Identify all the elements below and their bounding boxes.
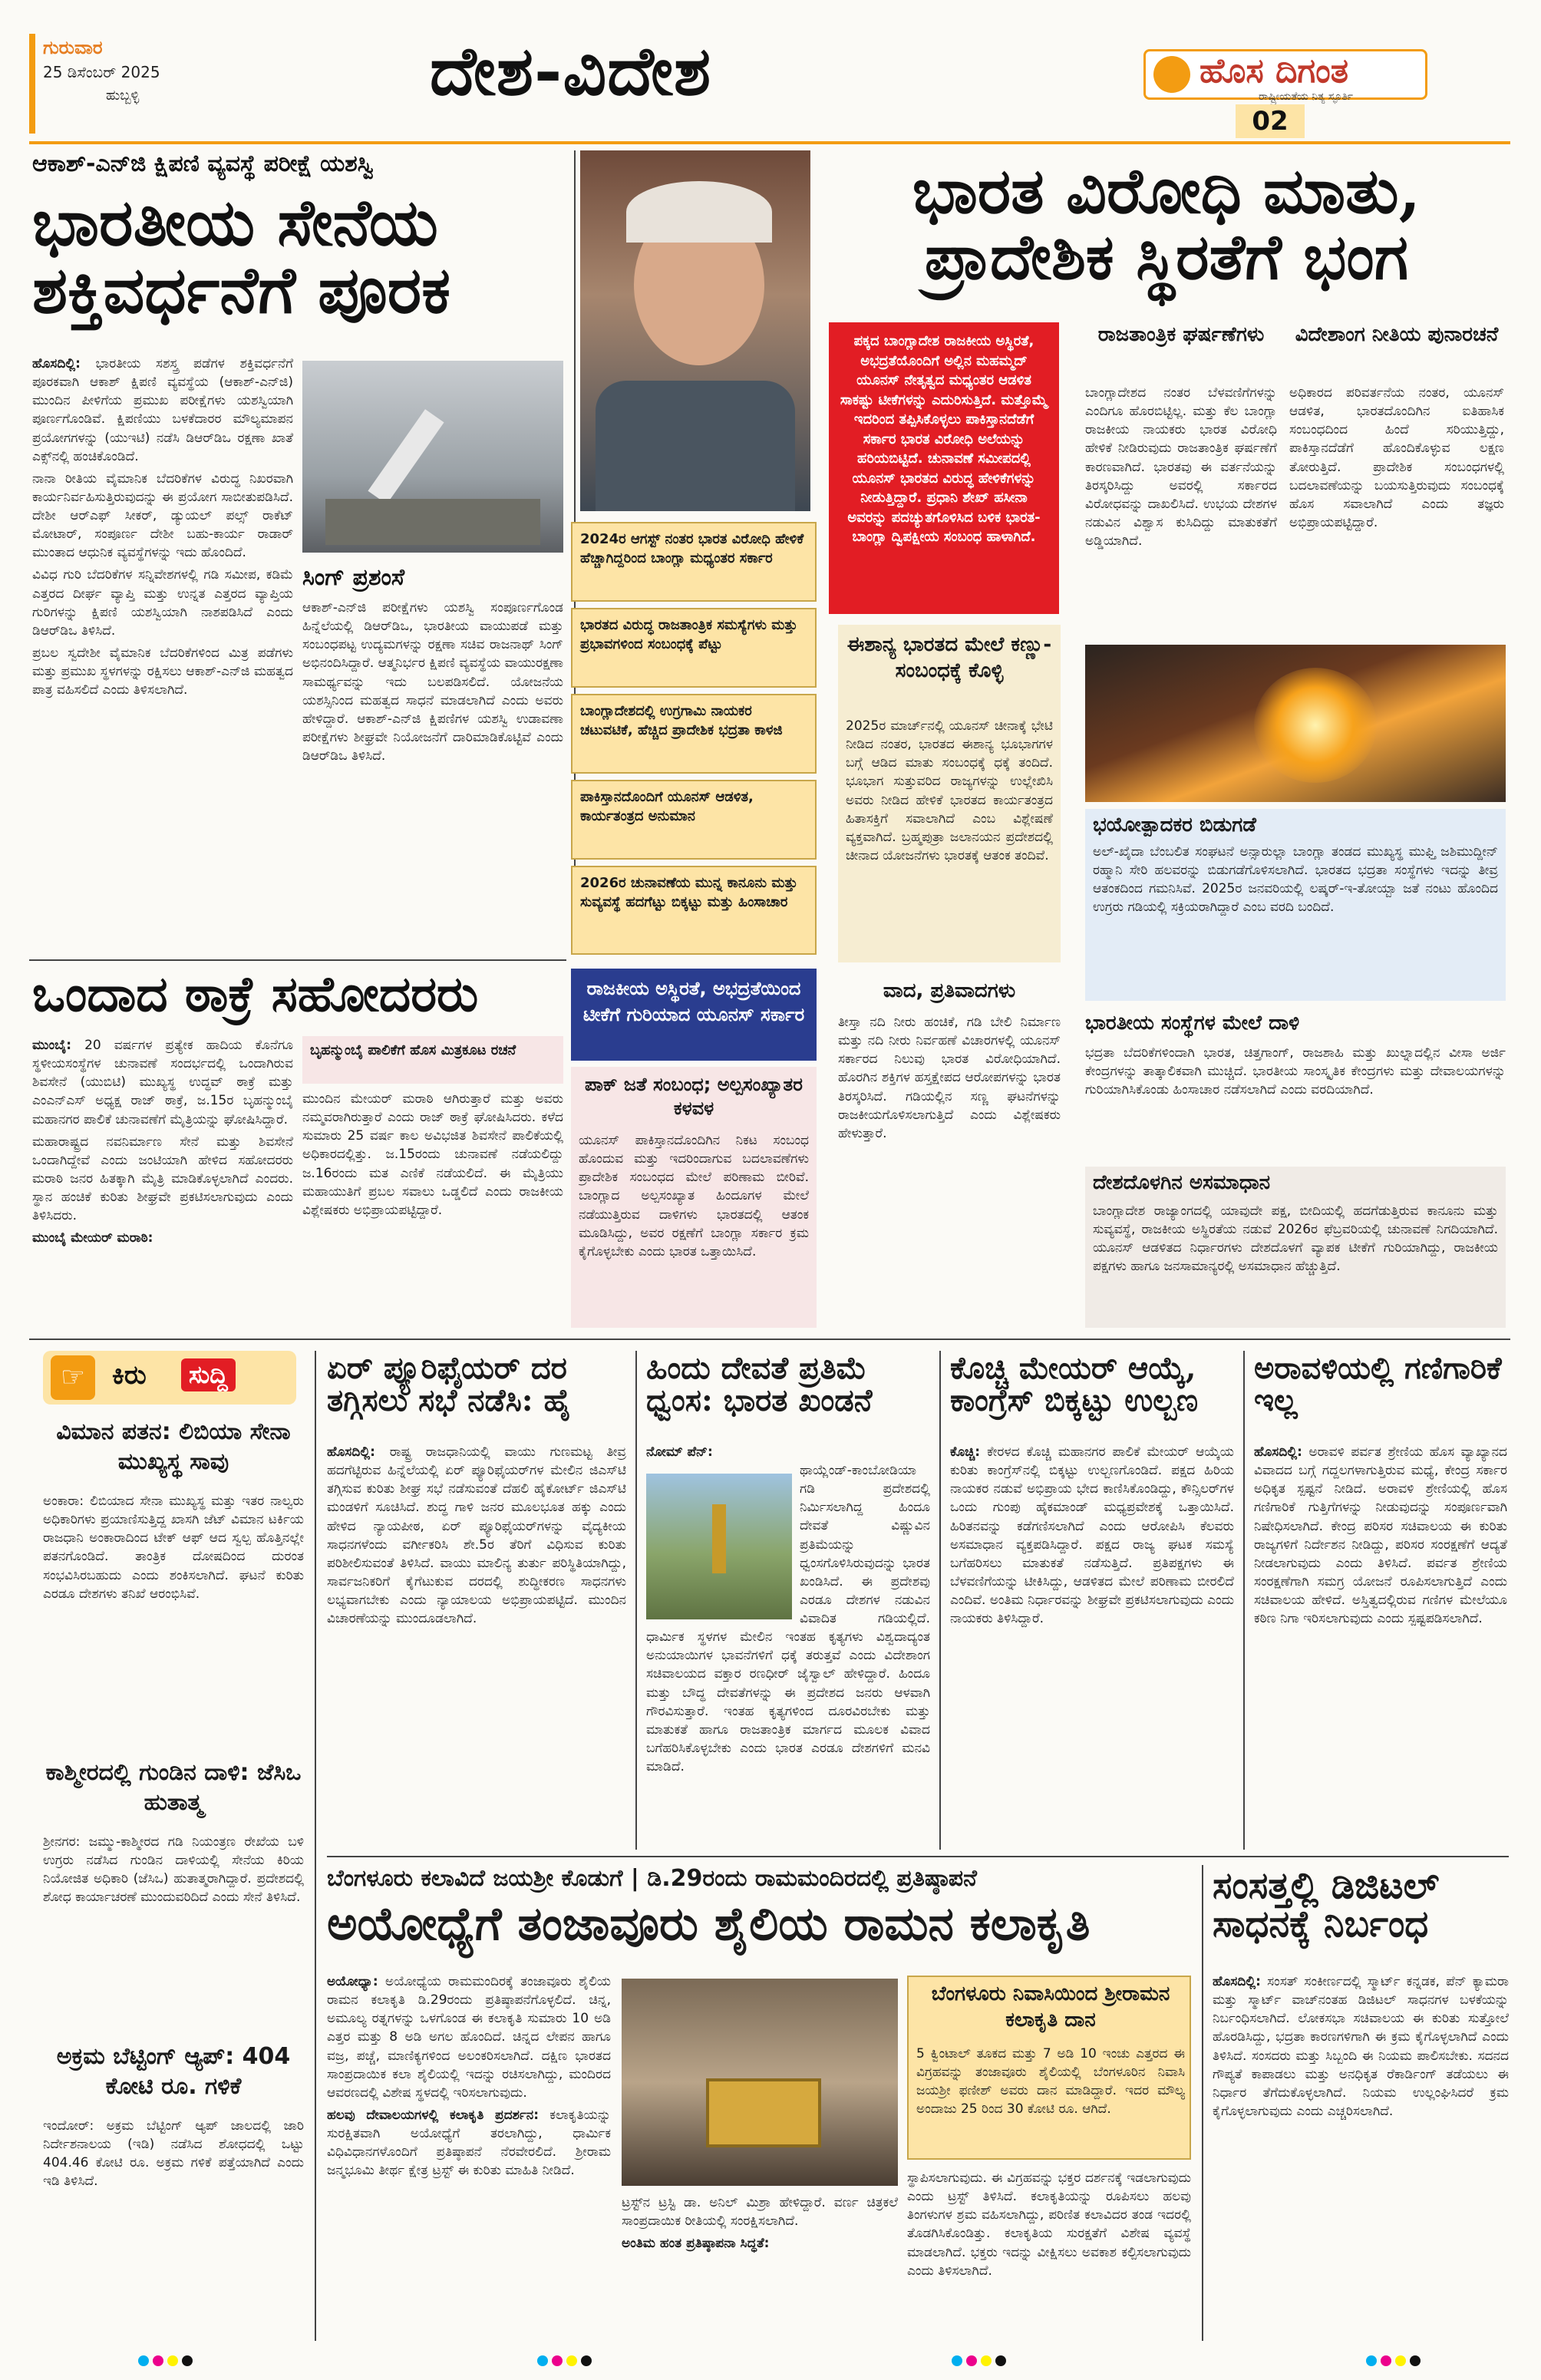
kashmir-title: ಕಾಶ್ಮೀರದಲ್ಲಿ ಗುಂಡಿನ ದಾಳಿ: ಜೆಸಿಒ ಹುತಾತ್ಮ (45, 1759, 302, 1816)
hindu-dateline-line: ನೋಮ್ ಪೆನ್: (646, 1444, 713, 1460)
hindu-headline: ಹಿಂದು ದೇವತೆ ಪ್ರತಿಮೆ ಧ್ವಂಸ: ಭಾರತ ಖಂಡನೆ (646, 1350, 873, 1418)
page-number: 02 (1236, 104, 1305, 138)
debate-body: ತೀಸ್ತಾ ನದಿ ನೀರು ಹಂಚಿಕೆ, ಗಡಿ ಬೇಲಿ ನಿರ್ಮಾಣ ಮತ್ತು ನದಿ ನೀರು ನಿರ್ವಹಣೆ ವಿಚಾರಗಳಲ್ಲಿ ಯೂನಸ್ ಸರ್ಕಾರದ ನಿಲುವು ಭಾರತ ವಿರೋಧಿಯಾಗಿದೆ. ಹೊರಗಿನ ಶಕ್ತಿಗಳ ಹಸ್ತಕ್ಷೇಪದ ಆರೋಪಗಳನ್ನು ಭಾರತ ತಿರಸ್ಕರಿಸಿದೆ. ಗಡಿಯಲ್ಲಿನ ಸಣ್ಣ ಘಟನೆಗಳನ್ನು ರಾಜಕೀಯಗೊಳಿಸಲಾಗುತ್ತಿದೆ ಎಂದು ವಿಶ್ಲೇಷಕರು ಹೇಳುತ್ತಾರೆ. (838, 1015, 1061, 1141)
digital-headline: ಸಂಸತ್ತಲ್ಲಿ ಡಿಜಿಟಲ್ ಸಾಧನಕ್ಕೆ ನಿರ್ಬಂಧ (1213, 1864, 1440, 1946)
bullet-item: ಪಾಕಿಸ್ತಾನದೊಂದಿಗೆ ಯೂನಸ್ ಆಡಳಿತ, ಕಾರ್ಯತಂತ್ರದ ಅನುಮಾನ (571, 780, 817, 860)
brothers-subtitle: ಬೃಹನ್ಮುಂಬೈ ಪಾಲಿಕೆಗೆ ಹೊಸ ಮಿತ್ರಕೂಟ ರಚನೆ (302, 1036, 563, 1084)
bangladesh-red-box: ಪಕ್ಕದ ಬಾಂಗ್ಲಾದೇಶ ರಾಜಕೀಯ ಅಸ್ಥಿರತೆ, ಅಭದ್ರತೆಯೊಂದಿಗೆ ಅಲ್ಲಿನ ಮಹಮ್ಮದ್ ಯೂನಸ್ ನೇತೃತ್ವದ ಮಧ್ಯಂತರ ಆಡಳಿತ ಸಾಕಷ್ಟು ಟೀಕೆಗಳನ್ನು ಎದುರಿಸುತ್ತಿದೆ. ಮತ್ತೊಮ್ಮೆ ಇದರಿಂದ ತಪ್ಪಿಸಿಕೊಳ್ಳಲು ಪಾಕಿಸ್ತಾನದೆಡೆಗೆ ಸರ್ಕಾರ ಭಾರತ ವಿರೋಧಿ ಅಲೆಯನ್ನು ಹರಿಯಬಿಟ್ಟಿದೆ. ಚುನಾವಣೆ ಸಮೀಪದಲ್ಲಿ ಯೂನಸ್ ಭಾರತದ ವಿರುದ್ಧ ಹೇಳಿಕೆಗಳನ್ನು ನೀಡುತ್ತಿದ್ದಾರೆ. ಪ್ರಧಾನಿ ಶೇಖ್ ಹಸೀನಾ ಅವರನ್ನು ಪದಚ್ಯುತಗೊಳಿಸಿದ ಬಳಿಕ ಭಾರತ-ಬಾಂಗ್ಲಾ ದ್ವಿಪಕ್ಷೀಯ ಸಂಬಂಧ ಹಾಳಾಗಿದೆ. (829, 322, 1059, 614)
pak-body: ಯೂನಸ್ ಪಾಕಿಸ್ತಾನದೊಂದಿಗಿನ ನಿಕಟ ಸಂಬಂಧ ಹೊಂದುವ ಮತ್ತು ಇದರಿಂದಾಗುವ ಬದಲಾವಣೆಗಳು ಪ್ರಾದೇಶಿಕ ಸಂಬಂಧದ ಮೇಲೆ ಪರಿಣಾಮ ಬೀರಿವೆ. ಬಾಂಗ್ಲಾದ ಅಲ್ಪಸಂಖ್ಯಾತ ಹಿಂದೂಗಳ ಮೇಲೆ ನಡೆಯುತ್ತಿರುವ ದಾಳಿಗಳು ಭಾರತದಲ್ಲಿ ಆತಂಕ ಮೂಡಿಸಿದ್ದು, ಅವರ ರಕ್ಷಣೆಗೆ ಬಾಂಗ್ಲಾ ಸರ್ಕಾರ ಕ್ರಮ ಕೈಗೊಳ್ಳಬೇಕು ಎಂದು ಭಾರತ ಒತ್ತಾಯಿಸಿದೆ. (579, 1133, 809, 1259)
missile-photo (302, 361, 563, 553)
akash-headline: ಭಾರತೀಯ ಸೇನೆಯ ಶಕ್ತಿವರ್ಧನೆಗೆ ಪೂರಕ (32, 184, 451, 328)
diplo-title: ರಾಜತಾಂತ್ರಿಕ ಘರ್ಷಣೆಗಳು (1097, 323, 1265, 346)
home-body: ಬಾಂಗ್ಲಾದೇಶ ರಾಜ್ಯಾಂಗದಲ್ಲಿ ಯಾವುದೇ ಪಕ್ಷ, ಬೀದಿಯಲ್ಲಿ ಹದಗೆಡುತ್ತಿರುವ ಕಾನೂನು ಮತ್ತು ಸುವ್ಯವಸ್ಥೆ, ರಾಜಕೀಯ ಅಸ್ಥಿರತೆಯ ನಡುವೆ 2026ರ ಫೆಬ್ರವರಿಯಲ್ಲಿ ಚುನಾವಣೆ ನಿಗದಿಯಾಗಿದೆ. ಯೂನಸ್ ಆಡಳಿತದ ನಿರ್ಧಾರಗಳು ದೇಶದೊಳಗೆ ವ್ಯಾಪಕ ಟೀಕೆಗೆ ಗುರಿಯಾಗಿದ್ದು, ರಾಜಕೀಯ ಪಕ್ಷಗಳು ಹಾಗೂ ಜನಸಾಮಾನ್ಯರಲ್ಲಿ ಅಸಮಾಧಾನ ಹೆಚ್ಚುತ್ತಿದೆ. (1093, 1203, 1498, 1275)
registration-marks (138, 2355, 196, 2369)
libya-body: ಅಂಕಾರಾ: ಲಿಬಿಯಾದ ಸೇನಾ ಮುಖ್ಯಸ್ಥ ಮತ್ತು ಇತರ ನಾಲ್ವರು ಅಧಿಕಾರಿಗಳು ಪ್ರಯಾಣಿಸುತ್ತಿದ್ದ ಖಾಸಗಿ ಜೆಟ್ ವಿಮಾನ ಟರ್ಕಿಯ ರಾಜಧಾನಿ ಅಂಕಾರಾದಿಂದ ಟೇಕ್ ಆಫ್ ಆದ ಸ್ವಲ್ಪ ಹೊತ್ತಿನಲ್ಲೇ ಪತನಗೊಂಡಿದೆ. ತಾಂತ್ರಿಕ ದೋಷದಿಂದ ದುರಂತ ಸಂಭವಿಸಿರಬಹುದು ಎಂದು ಶಂಕಿಸಲಾಗಿದೆ. ಘಟನೆ ಕುರಿತು ಎರಡೂ ದೇಶಗಳು ತನಿಖೆ ಆರಂಭಿಸಿವೆ. (43, 1494, 304, 1602)
digital-body: ಹೊಸದಿಲ್ಲಿ: ಸಂಸತ್ ಸಂಕೀರ್ಣದಲ್ಲಿ ಸ್ಮಾರ್ಟ್ ಕನ್ನಡಕ, ಪೆನ್ ಕ್ಯಾಮರಾ ಮತ್ತು ಸ್ಮಾರ್ಟ್ ವಾಚ್‌ನಂತಹ ಡಿಜಿಟಲ್ ಸಾಧನಗಳ ಬಳಕೆಯನ್ನು ನಿರ್ಬಂಧಿಸಲಾಗಿದೆ. ಲೋಕಸಭಾ ಸಚಿವಾಲಯ ಈ ಕುರಿತು ಸುತ್ತೋಲೆ ಹೊರಡಿಸಿದ್ದು, ಭದ್ರತಾ ಕಾರಣಗಳಿಗಾಗಿ ಈ ಕ್ರಮ ಕೈಗೊಳ್ಳಲಾಗಿದೆ ಎಂದು ತಿಳಿಸಿದೆ. ಸಂಸದರು ಮತ್ತು ಸಿಬ್ಬಂದಿ ಈ ನಿಯಮ ಪಾಲಿಸಬೇಕು. ಸದನದ ಗೌಪ್ಯತೆ ಕಾಪಾಡಲು ಮತ್ತು ಅನಧಿಕೃತ ರೆಕಾರ್ಡಿಂಗ್ ತಡೆಯಲು ಈ ನಿರ್ಧಾರ ತೆಗೆದುಕೊಳ್ಳಲಾಗಿದೆ. ನಿಯಮ ಉಲ್ಲಂಘಿಸಿದರೆ ಕ್ರಮ ಕೈಗೊಳ್ಳಲಾಗುವುದು ಎಂದು ಎಚ್ಚರಿಸಲಾಗಿದೆ. (1213, 1974, 1509, 2119)
ayodhya-box-title: ಬೆಂಗಳೂರು ನಿವಾಸಿಯಿಂದ ಶ್ರೀರಾಮನ ಕಲಾಕೃತಿ ದಾನ (931, 1982, 1170, 2032)
ayodhya-box (907, 1976, 1191, 2160)
ne-title: ಈಶಾನ್ಯ ಭಾರತದ ಮೇಲೆ ಕಣ್ಣು-ಸಂಬಂಧಕ್ಕೆ ಕೊಳ್ಳಿ (846, 633, 1052, 682)
akash-praise-title: ಸಿಂಗ್ ಪ್ರಶಂಸೆ (302, 564, 405, 591)
bullet-item: ಬಾಂಗ್ಲಾದೇಶದಲ್ಲಿ ಉಗ್ರಗಾಮಿ ನಾಯಕರ ಚಟುವಟಿಕೆ, ಹೆಚ್ಚಿದ ಪ್ರಾದೇಶಿಕ ಭದ್ರತಾ ಕಾಳಜಿ (571, 694, 817, 774)
yunus-photo (580, 150, 810, 511)
debate-title: ವಾದ, ಪ್ರತಿವಾದಗಳು (883, 979, 1016, 1002)
ayodhya-kicker: ಬೆಂಗಳೂರು ಕಲಾವಿದೆ ಜಯಶ್ರೀ ಕೊಡುಗೆ | ಡಿ.29ರಂದು ರಾಮಮಂದಿರದಲ್ಲಿ ಪ್ರತಿಷ್ಠಾಪನೆ (327, 1865, 977, 1892)
kashmir-body: ಶ್ರೀನಗರ: ಜಮ್ಮು-ಕಾಶ್ಮೀರದ ಗಡಿ ನಿಯಂತ್ರಣ ರೇಖೆಯ ಬಳಿ ಉಗ್ರರು ನಡೆಸಿದ ಗುಂಡಿನ ದಾಳಿಯಲ್ಲಿ ಸೇನೆಯ ಕಿರಿಯ ನಿಯೋಜಿತ ಅಧಿಕಾರಿ (ಜೆಸಿಒ) ಹುತಾತ್ಮರಾಗಿದ್ದಾರೆ. ಪ್ರದೇಶದಲ್ಲಿ ಶೋಧ ಕಾರ್ಯಾಚರಣೆ ಮುಂದುವರಿದಿದೆ ಎಂದು ಸೇನೆ ತಿಳಿಸಿದೆ. (43, 1834, 304, 1906)
ne-body: 2025ರ ಮಾರ್ಚ್‌ನಲ್ಲಿ ಯೂನಸ್ ಚೀನಾಕ್ಕೆ ಭೇಟಿ ನೀಡಿದ ನಂತರ, ಭಾರತದ ಈಶಾನ್ಯ ಭೂಭಾಗಗಳ ಬಗ್ಗೆ ಆಡಿದ ಮಾತು ಸಂಬಂಧಕ್ಕೆ ಧಕ್ಕೆ ತಂದಿದೆ. ಭೂಭಾಗ ಸುತ್ತುವರಿದ ರಾಜ್ಯಗಳನ್ನು ಉಲ್ಲೇಖಿಸಿ ಅವರು ನೀಡಿದ ಹೇಳಿಕೆ ಭಾರತದ ಕಾರ್ಯತಂತ್ರದ ಹಿತಾಸಕ್ತಿಗೆ ಸವಾಲಾಗಿದೆ ಎಂಬ ವಿಶ್ಲೇಷಣೆ ವ್ಯಕ್ತವಾಗಿದೆ. ಬ್ರಹ್ಮಪುತ್ರಾ ಜಲಾನಯನ ಪ್ರದೇಶದಲ್ಲಿ ಚೀನಾದ ಯೋಜನೆಗಳು ಭಾರತಕ್ಕೆ ಆತಂಕ ತಂದಿವೆ. (846, 718, 1053, 863)
home-box (1085, 1167, 1506, 1328)
akash-body: ಹೊಸದಿಲ್ಲಿ: ಭಾರತೀಯ ಸಶಸ್ತ್ರ ಪಡೆಗಳ ಶಕ್ತಿವರ್ಧನೆಗೆ ಪೂರಕವಾಗಿ ಆಕಾಶ್ ಕ್ಷಿಪಣಿ ವ್ಯವಸ್ಥೆಯ (ಆಕಾಶ್-ಎನ್‌ಜಿ) ಮುಂದಿನ ಪೀಳಿಗೆಯ ಪ್ರಮುಖ ಪರೀಕ್ಷೆಗಳು ಯಶಸ್ವಿಯಾಗಿ ಪೂರ್ಣಗೊಂಡಿವೆ. ಕ್ಷಿಪಣಿಯು ಬಳಕೆದಾರರ ಮೌಲ್ಯಮಾಪನ ಪ್ರಯೋಗಗಳನ್ನು (ಯುಇಟಿ) ನಡೆಸಿ ಡಿಆರ್‌ಡಿಒ ರಕ್ಷಣಾ ಖಾತೆ ಎಕ್ಸ್‌ನಲ್ಲಿ ಹಂಚಿಕೊಂಡಿದೆ. ನಾನಾ ರೀತಿಯ ವೈಮಾನಿಕ ಬೆದರಿಕೆಗಳ ವಿರುದ್ಧ ನಿಖರವಾಗಿ ಕಾರ್ಯನಿರ್ವಹಿಸುತ್ತಿರುವುದನ್ನು ಈ ಪ್ರಯೋಗ ಸಾಬೀತುಪಡಿಸಿದೆ. ದೇಶೀ ಆರ್‌ಎಫ್ ಸೀಕರ್, ಡ್ಯುಯಲ್ ಪಲ್ಸ್ ರಾಕೆಟ್ ಮೋಟಾರ್, ಸಂಪೂರ್ಣ ದೇಶೀ ಬಹು-ಕಾರ್ಯ ರಾಡಾರ್ ಮುಂತಾದ ಆಧುನಿಕ ವ್ಯವಸ್ಥೆಗಳನ್ನು ಇದು ಹೊಂದಿದೆ. ವಿವಿಧ ಗುರಿ ಬೆದರಿಕೆಗಳ ಸನ್ನಿವೇಶಗಳಲ್ಲಿ ಗಡಿ ಸಮೀಪ, ಕಡಿಮೆ ಎತ್ತರದ ದೀರ್ಘ ವ್ಯಾಪ್ತಿ ಮತ್ತು ಉನ್ನತ ಎತ್ತರದ ವ್ಯಾಪ್ತಿಯ ಗುರಿಗಳನ್ನು ಕ್ಷಿಪಣಿ ಯಶಸ್ವಿಯಾಗಿ ನಾಶಪಡಿಸಿದೆ ಎಂದು ಡಿಆರ್‌ಡಿಒ ತಿಳಿಸಿದೆ. ಪ್ರಬಲ ಸ್ವದೇಶೀ ವೈಮಾನಿಕ ಬೆದರಿಕೆಗಳಿಂದ ಮಿತ್ರ ಪಡೆಗಳು ಮತ್ತು ಪ್ರಮುಖ ಸ್ಥಳಗಳನ್ನು ರಕ್ಷಿಸಲು ಆಕಾಶ್-ಎನ್‌ಜಿ ಮಹತ್ವದ ಪಾತ್ರ ವಹಿಸಲಿದೆ ಎಂದು ತಿಳಿಸಲಾಗಿದೆ. (32, 356, 293, 698)
masthead-city: ಹುಬ್ಬಳ್ಳಿ (106, 87, 140, 104)
ayodhya-caption: ಟ್ರಸ್ಟ್‌ನ ಟ್ರಸ್ಟಿ ಡಾ. ಅನಿಲ್ ಮಿಶ್ರಾ ಹೇಳಿದ್ದಾರೆ. ವರ್ಣ ಚಿತ್ರಕಲೆ ಸಾಂಪ್ರದಾಯಿಕ ರೀತಿಯಲ್ಲಿ ಸಂರಕ್ಷಿಸಲಾಗಿದೆ. ಅಂತಿಮ ಹಂತ ಪ್ರತಿಷ್ಠಾಪನಾ ಸಿದ್ಧತೆ: (622, 2195, 898, 2252)
bet-title: ಅಕ್ರಮ ಬೆಟ್ಟಿಂಗ್ ಆ್ಯಪ್: 404 ಕೋಟಿ ರೂ. ಗಳಿಕೆ (56, 2043, 291, 2100)
diplo-body: ಬಾಂಗ್ಲಾದೇಶದ ನಂತರ ಬೆಳವಣಿಗೆಗಳನ್ನು ಎಂದಿಗೂ ಹೊರಬಿಟ್ಟಿಲ್ಲ. ಮತ್ತು ಕೆಲ ಬಾಂಗ್ಲಾ ರಾಜಕೀಯ ನಾಯಕರು ಭಾರತ ವಿರೋಧಿ ಹೇಳಿಕೆ ನೀಡಿರುವುದು ರಾಜತಾಂತ್ರಿಕ ಘರ್ಷಣೆಗೆ ಕಾರಣವಾಗಿದೆ. ಭಾರತವು ಈ ವರ್ತನೆಯನ್ನು ತಿರಸ್ಕರಿಸಿದ್ದು ಅವರಲ್ಲಿ ಸರ್ಕಾರದ ವಿರೋಧವನ್ನು ದಾಖಲಿಸಿದೆ. ಉಭಯ ದೇಶಗಳ ನಡುವಿನ ವಿಶ್ವಾಸ ಕುಸಿದಿದ್ದು ಮಾತುಕತೆಗೆ ಅಡ್ಡಿಯಾಗಿದೆ. (1085, 385, 1277, 549)
violence-photo (1085, 645, 1506, 802)
registration-marks (952, 2355, 1010, 2369)
airpurifier-body: ಹೊಸದಿಲ್ಲಿ: ರಾಷ್ಟ್ರ ರಾಜಧಾನಿಯಲ್ಲಿ ವಾಯು ಗುಣಮಟ್ಟ ತೀವ್ರ ಹದಗೆಟ್ಟಿರುವ ಹಿನ್ನೆಲೆಯಲ್ಲಿ ಏರ್ ಪ್ಯೂರಿಫೈಯರ್‌ಗಳ ಮೇಲಿನ ಜಿಎಸ್‌ಟಿ ತಗ್ಗಿಸುವ ಕುರಿತು ಶೀಘ್ರ ಸಭೆ ನಡೆಸುವಂತೆ ದೆಹಲಿ ಹೈಕೋರ್ಟ್ ಜಿಎಸ್‌ಟಿ ಮಂಡಳಿಗೆ ಸೂಚಿಸಿದೆ. ಶುದ್ಧ ಗಾಳಿ ಜನರ ಮೂಲಭೂತ ಹಕ್ಕು ಎಂದು ಹೇಳಿದ ನ್ಯಾಯಪೀಠ, ಏರ್ ಪ್ಯೂರಿಫೈಯರ್‌ಗಳನ್ನು ವೈದ್ಯಕೀಯ ಸಾಧನಗಳೆಂದು ವರ್ಗೀಕರಿಸಿ ಶೇ.5ರ ತೆರಿಗೆ ವಿಧಿಸುವ ಕುರಿತು ಪರಿಶೀಲಿಸುವಂತೆ ತಿಳಿಸಿದೆ. ವಾಯು ಮಾಲಿನ್ಯ ತುರ್ತು ಪರಿಸ್ಥಿತಿಯಾಗಿದ್ದು, ಸಾರ್ವಜನಿಕರಿಗೆ ಕೈಗೆಟುಕುವ ದರದಲ್ಲಿ ಶುದ್ಧೀಕರಣ ಸಾಧನಗಳು ಲಭ್ಯವಾಗಬೇಕು ಎಂದು ನ್ಯಾಯಾಲಯ ಅಭಿಪ್ರಾಯಪಟ್ಟಿದೆ. ಮುಂದಿನ ವಿಚಾರಣೆಯನ್ನು ಮುಂದೂಡಲಾಗಿದೆ. (327, 1444, 626, 1627)
foreign-title: ವಿದೇಶಾಂಗ ನೀತಿಯ ಪುನಾರಚನೆ (1295, 323, 1499, 346)
ayodhya-right-body: ಸ್ಥಾಪಿಸಲಾಗುವುದು. ಈ ವಿಗ್ರಹವನ್ನು ಭಕ್ತರ ದರ್ಶನಕ್ಕೆ ಇಡಲಾಗುವುದು ಎಂದು ಟ್ರಸ್ಟ್ ತಿಳಿಸಿದೆ. ಕಲಾಕೃತಿಯನ್ನು ರೂಪಿಸಲು ಹಲವು ತಿಂಗಳುಗಳ ಶ್ರಮ ವಹಿಸಲಾಗಿದ್ದು, ಪರಿಣಿತ ಕಲಾವಿದರ ತಂಡ ಇದರಲ್ಲಿ ತೊಡಗಿಸಿಕೊಂಡಿತ್ತು. ಕಲಾಕೃತಿಯ ಸುರಕ್ಷತೆಗೆ ವಿಶೇಷ ವ್ಯವಸ್ಥೆ ಮಾಡಲಾಗಿದೆ. ಭಕ್ತರು ಇದನ್ನು ವೀಕ್ಷಿಸಲು ಅವಕಾಶ ಕಲ್ಪಿಸಲಾಗುವುದು ಎಂದು ತಿಳಿಸಲಾಗಿದೆ. (907, 2170, 1191, 2279)
bangladesh-bullets (571, 522, 817, 959)
ne-box (838, 625, 1061, 962)
brothers-body: ಮುಂಬೈ: 20 ವರ್ಷಗಳ ಪ್ರತ್ಯೇಕ ಹಾದಿಯ ಕೊನೆಗೂ ಸ್ಥಳೀಯಸಂಸ್ಥೆಗಳ ಚುನಾವಣೆ ಸಂದರ್ಭದಲ್ಲಿ ಒಂದಾಗಿರುವ ಶಿವಸೇನೆ (ಯುಬಿಟಿ) ಮುಖ್ಯಸ್ಥ ಉದ್ಧವ್ ಠಾಕ್ರೆ ಮತ್ತು ಎಂಎನ್‌ಎಸ್ ಅಧ್ಯಕ್ಷ ರಾಜ್ ಠಾಕ್ರೆ, ಜ.15ರ ಬೃಹನ್ಮುಂಬೈ ಮಹಾನಗರ ಪಾಲಿಕೆ ಚುನಾವಣೆಗೆ ಮೈತ್ರಿಯನ್ನು ಘೋಷಿಸಿದ್ದಾರೆ. ಮಹಾರಾಷ್ಟ್ರದ ನವನಿರ್ಮಾಣ ಸೇನೆ ಮತ್ತು ಶಿವಸೇನೆ ಒಂದಾಗಿದ್ದೇವೆ ಎಂದು ಜಂಟಿಯಾಗಿ ಹೇಳಿದ ಸಹೋದರರು ಮರಾಠಿ ಜನರ ಹಿತಕ್ಕಾಗಿ ಮೈತ್ರಿ ಮಾಡಿಕೊಳ್ಳಲಾಗಿದೆ ಎಂದರು. ಸ್ಥಾನ ಹಂಚಿಕೆ ಕುರಿತು ಶೀಘ್ರವೇ ಪ್ರಕಟಿಸಲಾಗುವುದು ಎಂದು ತಿಳಿಸಿದರು. ಮುಂಬೈ ಮೇಯರ್ ಮರಾಠಿ: (32, 1038, 293, 1246)
ayodhya-headline: ಅಯೋಧ್ಯೆಗೆ ತಂಜಾವೂರು ಶೈಲಿಯ ರಾಮನ ಕಲಾಕೃತಿ (327, 1897, 1091, 1951)
bangladesh-blue-box: ರಾಜಕೀಯ ಅಸ್ಥಿರತೆ, ಅಭದ್ರತೆಯಿಂದ ಟೀಕೆಗೆ ಗುರಿಯಾದ ಯೂನಸ್ ಸರ್ಕಾರ (571, 969, 817, 1061)
aravalli-body: ಹೊಸದಿಲ್ಲಿ: ಅರಾವಳಿ ಪರ್ವತ ಶ್ರೇಣಿಯ ಹೊಸ ವ್ಯಾಖ್ಯಾನದ ವಿವಾದದ ಬಗ್ಗೆ ಗದ್ದಲಗಳಾಗುತ್ತಿರುವ ಮಧ್ಯೆ, ಕೇಂದ್ರ ಸರ್ಕಾರ ಅಧಿಕೃತ ಸ್ಪಷ್ಟನೆ ನೀಡಿದೆ. ಅರಾವಳಿ ಶ್ರೇಣಿಯಲ್ಲಿ ಹೊಸ ಗಣಿಗಾರಿಕೆ ಗುತ್ತಿಗೆಗಳನ್ನು ನೀಡುವುದನ್ನು ಸಂಪೂರ್ಣವಾಗಿ ನಿಷೇಧಿಸಲಾಗಿದೆ. ಕೇಂದ್ರ ಪರಿಸರ ಸಚಿವಾಲಯ ಈ ಕುರಿತು ರಾಜ್ಯಗಳಿಗೆ ನಿರ್ದೇಶನ ನೀಡಿದ್ದು, ಪರಿಸರ ಸಂರಕ್ಷಣೆಗೆ ಆದ್ಯತೆ ನೀಡಲಾಗುವುದು ಎಂದು ತಿಳಿಸಿದೆ. ಪರ್ವತ ಶ್ರೇಣಿಯ ಸಂರಕ್ಷಣೆಗಾಗಿ ಸಮಗ್ರ ಯೋಜನೆ ರೂಪಿಸಲಾಗುತ್ತಿದೆ ಎಂದು ಸಚಿವಾಲಯ ಹೇಳಿದೆ. ಅಸ್ತಿತ್ವದಲ್ಲಿರುವ ಗಣಿಗಳ ಮೇಲೆಯೂ ಕಠಿಣ ನಿಗಾ ಇರಿಸಲಾಗುವುದು ಎಂದು ಸ್ಪಷ್ಟಪಡಿಸಲಾಗಿದೆ. (1254, 1444, 1507, 1627)
ayodhya-box-body: 5 ಕ್ವಿಂಟಾಲ್ ತೂಕದ ಮತ್ತು 7 ಅಡಿ 10 ಇಂಚು ಎತ್ತರದ ಈ ವಿಗ್ರಹವನ್ನು ತಂಜಾವೂರು ಶೈಲಿಯಲ್ಲಿ ಬೆಂಗಳೂರಿನ ನಿವಾಸಿ ಜಯಶ್ರೀ ಫಣೀಶ್ ಅವರು ದಾನ ಮಾಡಿದ್ದಾರೆ. ಇದರ ಮೌಲ್ಯ ಅಂದಾಜು 25 ರಿಂದ 30 ಕೋಟಿ ರೂ. ಆಗಿದೆ. (916, 2046, 1185, 2118)
masthead-dateblock (29, 34, 259, 134)
bangladesh-headline: ಭಾರತ ವಿರೋಧಿ ಮಾತು, ಪ್ರಾದೇಶಿಕ ಸ್ಥಿರತೆಗೆ ಭಂಗ (912, 154, 1421, 295)
brothers-side-body: ಮುಂದಿನ ಮೇಯರ್ ಮರಾಠಿ ಆಗಿರುತ್ತಾರೆ ಮತ್ತು ಅವರು ನಮ್ಮವರಾಗಿರುತ್ತಾರೆ ಎಂದು ರಾಜ್ ಠಾಕ್ರೆ ಘೋಷಿಸಿದರು. ಕಳೆದ ಸುಮಾರು 25 ವರ್ಷ ಕಾಲ ಅವಿಭಜಿತ ಶಿವಸೇನೆ ಪಾಲಿಕೆಯಲ್ಲಿ ಅಧಿಕಾರದಲ್ಲಿತ್ತು. ಜ.15ರಂದು ಚುನಾವಣೆ ನಡೆಯಲಿದ್ದು ಜ.16ರಂದು ಮತ ಎಣಿಕೆ ನಡೆಯಲಿದೆ. ಈ ಮೈತ್ರಿಯು ಮಹಾಯುತಿಗೆ ಪ್ರಬಲ ಸವಾಲು ಒಡ್ಡಲಿದೆ ಎಂದು ರಾಜಕೀಯ ವಿಶ್ಲೇಷಕರು ಅಭಿಪ್ರಾಯಪಟ್ಟಿದ್ದಾರೆ. (302, 1091, 563, 1218)
kochi-body: ಕೊಚ್ಚಿ: ಕೇರಳದ ಕೊಚ್ಚಿ ಮಹಾನಗರ ಪಾಲಿಕೆ ಮೇಯರ್ ಆಯ್ಕೆಯ ಕುರಿತು ಕಾಂಗ್ರೆಸ್‌ನಲ್ಲಿ ಬಿಕ್ಕಟ್ಟು ಉಲ್ಬಣಗೊಂಡಿದೆ. ಪಕ್ಷದ ಹಿರಿಯ ನಾಯಕರ ನಡುವೆ ಅಭಿಪ್ರಾಯ ಭೇದ ಕಾಣಿಸಿಕೊಂಡಿದ್ದು, ಕೌನ್ಸಿಲರ್‌ಗಳ ಒಂದು ಗುಂಪು ಹೈಕಮಾಂಡ್ ಮಧ್ಯಪ್ರವೇಶಕ್ಕೆ ಒತ್ತಾಯಿಸಿದೆ. ಹಿರಿತನವನ್ನು ಕಡೆಗಣಿಸಲಾಗಿದೆ ಎಂದು ಆರೋಪಿಸಿ ಕೆಲವರು ಅಸಮಾಧಾನ ವ್ಯಕ್ತಪಡಿಸಿದ್ದಾರೆ. ಪಕ್ಷದ ರಾಜ್ಯ ಘಟಕ ಸಮಸ್ಯೆ ಬಗೆಹರಿಸಲು ಮಾತುಕತೆ ನಡೆಸುತ್ತಿದೆ. ಪ್ರತಿಪಕ್ಷಗಳು ಈ ಬೆಳವಣಿಗೆಯನ್ನು ಟೀಕಿಸಿದ್ದು, ಆಡಳಿತದ ಮೇಲೆ ಪರಿಣಾಮ ಬೀರಲಿದೆ ಎಂದಿವೆ. ಅಂತಿಮ ನಿರ್ಧಾರವನ್ನು ಶೀಘ್ರವೇ ಪ್ರಕಟಿಸಲಾಗುವುದು ಎಂದು ನಾಯಕರು ತಿಳಿಸಿದ್ದಾರೆ. (950, 1444, 1234, 1627)
akash-praise-body: ಆಕಾಶ್-ಎನ್‌ಜಿ ಪರೀಕ್ಷೆಗಳು ಯಶಸ್ವಿ ಸಂಪೂರ್ಣಗೊಂಡ ಹಿನ್ನೆಲೆಯಲ್ಲಿ ಡಿಆರ್‌ಡಿಒ, ಭಾರತೀಯ ವಾಯುಪಡೆ ಮತ್ತು ಸಂಬಂಧಪಟ್ಟ ಉದ್ಯಮಗಳನ್ನು ರಕ್ಷಣಾ ಸಚಿವ ರಾಜನಾಥ್ ಸಿಂಗ್ ಅಭಿನಂದಿಸಿದ್ದಾರೆ. ಆತ್ಮನಿರ್ಭರ ಕ್ಷಿಪಣಿ ವ್ಯವಸ್ಥೆಯ ವಾಯುರಕ್ಷಣಾ ಸಾಮರ್ಥ್ಯವನ್ನು ಇದು ಬಲಪಡಿಸಲಿದೆ. ಯೋಜನೆಯ ಯಶಸ್ಸಿನಿಂದ ಮಹತ್ವದ ಸಾಧನೆ ಮಾಡಲಾಗಿದೆ ಎಂದು ಅವರು ಹೇಳಿದ್ದಾರೆ. ಆಕಾಶ್-ಎನ್‌ಜಿ ಕ್ಷಿಪಣಿಗಳ ಯಶಸ್ವಿ ಉಡಾವಣಾ ಪರೀಕ್ಷೆಗಳು ಶೀಘ್ರವೇ ನಿಯೋಜನೆಗೆ ದಾರಿಮಾಡಿಕೊಟ್ಟಿವೆ ಎಂದು ಡಿಆರ್‌ಡಿಒ ತಿಳಿಸಿದೆ. (302, 600, 563, 764)
fear-body: ಅಲ್-ಖೈದಾ ಬೆಂಬಲಿತ ಸಂಘಟನೆ ಅನ್ಸಾರುಲ್ಲಾ ಬಾಂಗ್ಲಾ ತಂಡದ ಮುಖ್ಯಸ್ಥ ಮುಫ್ತಿ ಜಶಿಮುದ್ದೀನ್ ರಹ್ಮಾನಿ ಸೇರಿ ಹಲವರನ್ನು ಬಿಡುಗಡೆಗೊಳಿಸಲಾಗಿದೆ. ಭಾರತದ ಭದ್ರತಾ ಸಂಸ್ಥೆಗಳು ಇದನ್ನು ತೀವ್ರ ಆತಂಕದಿಂದ ಗಮನಿಸಿವೆ. 2025ರ ಜನವರಿಯಲ್ಲಿ ಲಷ್ಕರ್-ಇ-ತೋಯ್ಬಾ ಜತೆ ನಂಟು ಹೊಂದಿದ ಉಗ್ರರು ಗಡಿಯಲ್ಲಿ ಸಕ್ರಿಯರಾಗಿದ್ದಾರೆ ಎಂಬ ವರದಿ ಬಂದಿದೆ. (1093, 844, 1498, 916)
foreign-body: ಅಧಿಕಾರದ ಪರಿವರ್ತನೆಯ ನಂತರ, ಯೂನಸ್ ಆಡಳಿತ, ಭಾರತದೊಂದಿಗಿನ ಐತಿಹಾಸಿಕ ಸಂಬಂಧದಿಂದ ಹಿಂದೆ ಸರಿಯುತ್ತಿದ್ದು, ಪಾಕಿಸ್ತಾನದೆಡೆಗೆ ಹೊಂದಿಕೊಳ್ಳುವ ಲಕ್ಷಣ ತೋರುತ್ತಿದೆ. ಪ್ರಾದೇಶಿಕ ಸಂಬಂಧಗಳಲ್ಲಿ ಬದಲಾವಣೆಯನ್ನು ಬಯಸುತ್ತಿರುವುದು ಸಂಬಂಧಕ್ಕೆ ಹೊಸ ಸವಾಲಾಗಿದೆ ಎಂದು ತಜ್ಞರು ಅಭಿಪ್ರಾಯಪಟ್ಟಿದ್ದಾರೆ. (1289, 385, 1504, 530)
suddi-label: ಸುದ್ದಿ (181, 1358, 236, 1391)
pak-box (571, 1067, 817, 1328)
fear-box (1085, 809, 1506, 1001)
aravalli-headline: ಅರಾವಳಿಯಲ್ಲಿ ಗಣಿಗಾರಿಕೆ ಇಲ್ಲ (1254, 1350, 1502, 1418)
kochi-headline: ಕೊಚ್ಚಿ ಮೇಯರ್ ಆಯ್ಕೆ, ಕಾಂಗ್ರೆಸ್ ಬಿಕ್ಕಟ್ಟು ಉಲ್ಬಣ (950, 1350, 1199, 1418)
kiru-label: ಕಿರು (112, 1360, 147, 1391)
libya-title: ವಿಮಾನ ಪತನ: ಲಿಬಿಯಾ ಸೇನಾ ಮುಖ್ಯಸ್ಥ ಸಾವು (56, 1418, 291, 1475)
masthead-day: ಗುರುವಾರ (43, 37, 103, 58)
akash-dateline: ಹೊಸದಿಲ್ಲಿ: (32, 356, 81, 371)
masthead-date: 25 ಡಿಸೆಂಬರ್ 2025 (43, 63, 160, 81)
brothers-headline: ಒಂದಾದ ಠಾಕ್ರೆ ಸಹೋದರರು (32, 966, 479, 1023)
hindu-body: ಥಾಯ್ಲೆಂಡ್-ಕಾಂಬೋಡಿಯಾ ಗಡಿ ಪ್ರದೇಶದಲ್ಲಿ ನಿರ್ಮಿಸಲಾಗಿದ್ದ ಹಿಂದೂ ದೇವತೆ ವಿಷ್ಣುವಿನ ಪ್ರತಿಮೆಯನ್ನು ಧ್ವಂಸಗೊಳಿಸಿರುವುದನ್ನು ಭಾರತ ಖಂಡಿಸಿದೆ. ಈ ಪ್ರದೇಶವು ಎರಡೂ ದೇಶಗಳ ನಡುವಿನ ವಿವಾದಿತ ಗಡಿಯಲ್ಲಿದೆ. ಧಾರ್ಮಿಕ ಸ್ಥಳಗಳ ಮೇಲಿನ ಇಂತಹ ಕೃತ್ಯಗಳು ವಿಶ್ವದಾದ್ಯಂತ ಅನುಯಾಯಿಗಳ ಭಾವನೆಗಳಿಗೆ ಧಕ್ಕೆ ತರುತ್ತವೆ ಎಂದು ವಿದೇಶಾಂಗ ಸಚಿವಾಲಯದ ವಕ್ತಾರ ರಣಧೀರ್ ಜೈಸ್ವಾಲ್ ಹೇಳಿದ್ದಾರೆ. ಹಿಂದೂ ಮತ್ತು ಬೌದ್ಧ ದೇವತೆಗಳನ್ನು ಈ ಪ್ರದೇಶದ ಜನರು ಆಳವಾಗಿ ಗೌರವಿಸುತ್ತಾರೆ. ಇಂತಹ ಕೃತ್ಯಗಳಿಂದ ದೂರವಿರಬೇಕು ಮತ್ತು ಮಾತುಕತೆ ಹಾಗೂ ರಾಜತಾಂತ್ರಿಕ ಮಾರ್ಗದ ಮೂಲಕ ವಿವಾದ ಬಗೆಹರಿಸಿಕೊಳ್ಳಬೇಕು ಎಂದು ಭಾರತ ಎರಡೂ ದೇಶಗಳಿಗೆ ಮನವಿ ಮಾಡಿದೆ. (646, 1463, 930, 1774)
logo-emblem-icon (1153, 56, 1190, 93)
paper-tagline: ರಾಷ್ಟ್ರೀಯತೆಯ ನಿತ್ಯ ಸ್ಫೂರ್ತಿ (1259, 91, 1353, 103)
artwork-photo (622, 1979, 898, 2186)
bullet-item: ಭಾರತದ ವಿರುದ್ಧ ರಾಜತಾಂತ್ರಿಕ ಸಮಸ್ಯೆಗಳು ಮತ್ತು ಪ್ರಭಾವಗಳಿಂದ ಸಂಬಂಧಕ್ಕೆ ಪೆಟ್ಟು (571, 608, 817, 688)
bullet-item: 2024ರ ಆಗಸ್ಟ್ ನಂತರ ಭಾರತ ವಿರೋಧಿ ಹೇಳಿಕೆ ಹೆಚ್ಚಾಗಿದ್ದರಿಂದ ಬಾಂಗ್ಲಾ ಮಧ್ಯಂತರ ಸರ್ಕಾರ (571, 522, 817, 602)
home-title: ದೇಶದೊಳಗಿನ ಅಸಮಾಧಾನ (1093, 1171, 1271, 1194)
bullet-item: 2026ರ ಚುನಾವಣೆಯ ಮುನ್ನ ಕಾನೂನು ಮತ್ತು ಸುವ್ಯವಸ್ಥೆ ಹದಗೆಟ್ಟು ಬಿಕ್ಕಟ್ಟು ಮತ್ತು ಹಿಂಸಾಚಾರ (571, 866, 817, 955)
fear-title: ಭಯೋತ್ಪಾದಕರ ಬಿಡುಗಡೆ (1093, 814, 1256, 837)
pak-title: ಪಾಕ್ ಜತೆ ಸಂಬಂಧ; ಅಲ್ಪಸಂಖ್ಯಾತರ ಕಳವಳ (585, 1074, 803, 1120)
inst-body: ಭದ್ರತಾ ಬೆದರಿಕೆಗಳಿಂದಾಗಿ ಭಾರತ, ಚಿತ್ತಗಾಂಗ್, ರಾಜಶಾಹಿ ಮತ್ತು ಖುಲ್ನಾದಲ್ಲಿನ ವೀಸಾ ಅರ್ಜಿ ಕೇಂದ್ರಗಳನ್ನು ತಾತ್ಕಾಲಿಕವಾಗಿ ಮುಚ್ಚಿದೆ. ಭಾರತೀಯ ಸಾಂಸ್ಕೃತಿಕ ಕೇಂದ್ರಗಳು ಮತ್ತು ದೇವಾಲಯಗಳನ್ನು ಗುರಿಯಾಗಿಸಿಕೊಂಡು ಹಿಂಸಾಚಾರ ನಡೆಸಲಾಗಿದೆ ಎಂದು ವರದಿಯಾಗಿದೆ. (1085, 1045, 1506, 1098)
registration-marks (1366, 2355, 1424, 2369)
registration-marks (537, 2355, 596, 2369)
akash-kicker: ಆಕಾಶ್-ಎನ್‌ಜಿ ಕ್ಷಿಪಣಿ ವ್ಯವಸ್ಥೆ ಪರೀಕ್ಷೆ ಯಶಸ್ವಿ (32, 150, 375, 177)
bet-body: ಇಂದೋರ್: ಅಕ್ರಮ ಬೆಟ್ಟಿಂಗ್ ಆ್ಯಪ್ ಜಾಲದಲ್ಲಿ ಜಾರಿ ನಿರ್ದೇಶನಾಲಯ (ಇಡಿ) ನಡೆಸಿದ ಶೋಧದಲ್ಲಿ ಒಟ್ಟು 404.46 ಕೋಟಿ ರೂ. ಅಕ್ರಮ ಗಳಿಕೆ ಪತ್ತೆಯಾಗಿದೆ ಎಂದು ಇಡಿ ತಿಳಿಸಿದೆ. (43, 2118, 304, 2190)
ayodhya-body: ಅಯೋಧ್ಯಾ: ಅಯೋಧ್ಯೆಯ ರಾಮಮಂದಿರಕ್ಕೆ ತಂಜಾವೂರು ಶೈಲಿಯ ರಾಮನ ಕಲಾಕೃತಿ ಡಿ.29ರಂದು ಪ್ರತಿಷ್ಠಾಪನೆಗೊಳ್ಳಲಿದೆ. ಚಿನ್ನ, ಅಮೂಲ್ಯ ರತ್ನಗಳನ್ನು ಒಳಗೊಂಡ ಈ ಕಲಾಕೃತಿ ಸುಮಾರು 10 ಅಡಿ ಎತ್ತರ ಮತ್ತು 8 ಅಡಿ ಅಗಲ ಹೊಂದಿದೆ. ಚಿನ್ನದ ಲೇಪನ ಹಾಗೂ ವಜ್ರ, ಪಚ್ಚೆ, ಮಾಣಿಕ್ಯಗಳಿಂದ ಅಲಂಕರಿಸಲಾಗಿದೆ. ದಕ್ಷಿಣ ಭಾರತದ ಸಾಂಪ್ರದಾಯಿಕ ಕಲಾ ಶೈಲಿಯಲ್ಲಿ ಇದನ್ನು ರಚಿಸಲಾಗಿದ್ದು, ಮಂದಿರದ ಆವರಣದಲ್ಲಿ ವಿಶೇಷ ಸ್ಥಳದಲ್ಲಿ ಇರಿಸಲಾಗುವುದು. ಹಲವು ದೇವಾಲಯಗಳಲ್ಲಿ ಕಲಾಕೃತಿ ಪ್ರದರ್ಶನ: ಕಲಾಕೃತಿಯನ್ನು ಸುರಕ್ಷಿತವಾಗಿ ಅಯೋಧ್ಯೆಗೆ ತರಲಾಗಿದ್ದು, ಧಾರ್ಮಿಕ ವಿಧಿವಿಧಾನಗಳೊಂದಿಗೆ ಪ್ರತಿಷ್ಠಾಪನೆ ನೆರವೇರಲಿದೆ. ಶ್ರೀರಾಮ ಜನ್ಮಭೂಮಿ ತೀರ್ಥ ಕ್ಷೇತ್ರ ಟ್ರಸ್ಟ್ ಈ ಕುರಿತು ಮಾಹಿತಿ ನೀಡಿದೆ. (327, 1974, 611, 2179)
kiru-banner (43, 1351, 296, 1405)
airpurifier-headline: ಏರ್ ಪ್ಯೂರಿಫೈಯರ್ ದರ ತಗ್ಗಿಸಲು ಸಭೆ ನಡೆಸಿ: ಹೈ (327, 1350, 572, 1418)
section-title: ದೇಶ-ವಿದೇಶ (430, 31, 712, 111)
inst-title: ಭಾರತೀಯ ಸಂಸ್ಥೆಗಳ ಮೇಲೆ ದಾಳಿ (1085, 1012, 1300, 1035)
paper-name: ಹೊಸ ದಿಗಂತ (1199, 51, 1349, 91)
pointing-hand-icon: ☞ (51, 1355, 95, 1400)
